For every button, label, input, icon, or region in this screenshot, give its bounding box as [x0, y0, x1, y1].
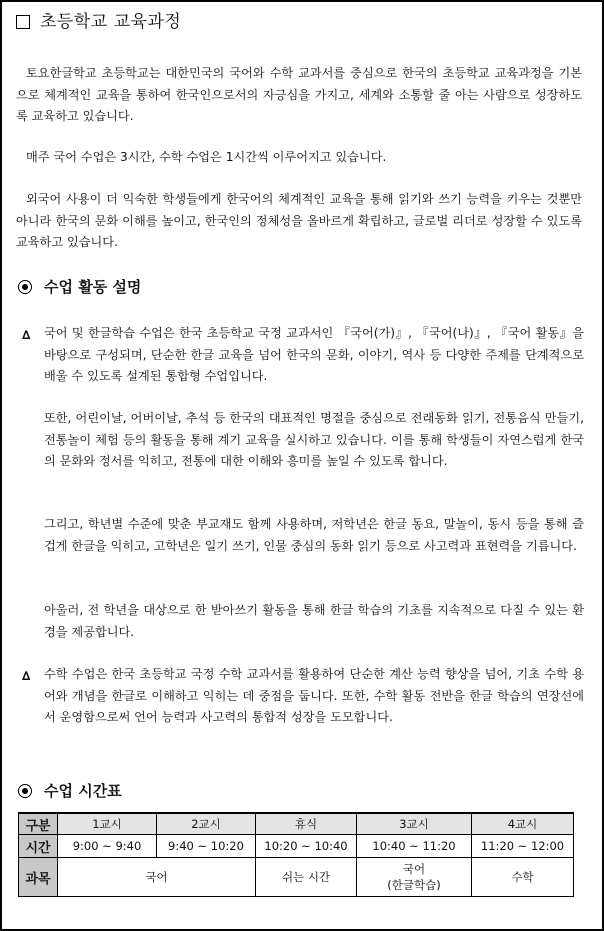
- subject-cell-math: 수학: [472, 858, 574, 897]
- row-header-time: 시간: [19, 835, 58, 858]
- subject-cell-korean: 국어: [58, 858, 256, 897]
- subject-cell-break: 쉬는 시간: [256, 858, 357, 897]
- time-cell: 9:40 ~ 10:20: [157, 835, 256, 858]
- korean-class-paragraph-2: 또한, 어린이날, 어버이날, 추석 등 한국의 대표적인 명절을 중심으로 전래동화 읽기, 전통음식 만들기, 전통놀이 체험 등의 활동을 통해 계기 교육을 실시하고 있습니다. 이를 통해 학생들이 자연스럽게 한국의 문화와 정서를 익히고, 전통에 대한 이해와 흥미를 높일 수 있도록 합니다.: [44, 411, 584, 468]
- subject-line: (한글학습): [387, 878, 441, 892]
- time-cell: 10:20 ~ 10:40: [256, 835, 357, 858]
- page-title-text: 초등학교 교육과정: [40, 12, 182, 32]
- period-cell: 4교시: [472, 813, 574, 835]
- intro-paragraph-2: 매주 국어 수업은 3시간, 수학 수업은 1시간씩 이루어지고 있습니다.: [26, 150, 387, 164]
- row-header-subject: 과목: [19, 858, 58, 897]
- timetable-row-subjects: [19, 858, 574, 897]
- timetable: [18, 812, 574, 897]
- subject-line: 국어: [402, 862, 426, 876]
- intro-paragraph-1: 토요한글학교 초등학교는 대한민국의 국어와 수학 교과서를 중심으로 한국의 초등학교 교육과정을 기본으로 체계적인 교육을 통하여 한국인으로서의 자긍심을 가지고, 세계와 소통할 줄 아는 사람으로 성장하도록 교육하고 있습니다.: [16, 66, 582, 123]
- time-cell: 9:00 ~ 9:40: [58, 835, 157, 858]
- intro-paragraph-3: 외국어 사용이 더 익숙한 학생들에게 한국어의 체계적인 교육을 통해 읽기와 쓰기 능력을 키우는 것뿐만 아니라 한국의 문화 이해를 높이고, 한국인의 정체성을 올바르게 확립하고, 글로벌 리더로 성장할 수 있도록 교육하고 있습니다.: [16, 192, 582, 249]
- target-bullet-icon: [18, 280, 32, 294]
- triangle-bullet-icon: ∆: [22, 669, 31, 683]
- period-cell: 2교시: [157, 813, 256, 835]
- checkbox-square-icon: [16, 15, 30, 29]
- row-header-category: 구분: [19, 813, 58, 835]
- time-cell: 11:20 ~ 12:00: [472, 835, 574, 858]
- subject-cell-korean-hangul: [357, 858, 472, 897]
- section-heading-timetable: [18, 780, 122, 802]
- korean-class-paragraph-3: 그리고, 학년별 수준에 맞춘 부교재도 함께 사용하며, 저학년은 한글 동요, 말놀이, 동시 등을 통해 즐겁게 한글을 익히고, 고학년은 일기 쓰기, 인물 중심의 동화 읽기 등으로 사고력과 표현력을 기릅니다.: [44, 517, 584, 553]
- korean-class-paragraph-1: 국어 및 한글학습 수업은 한국 초등학교 국정 교과서인 『국어(가)』, 『국어(나)』, 『국어 활동』을 바탕으로 구성되며, 단순한 한글 교육을 넘어 한국의 문화, 이야기, 역사 등 다양한 주제를 단계적으로 배울 수 있도록 설계된 통합형 수업입니다.: [44, 326, 584, 383]
- period-cell: 1교시: [58, 813, 157, 835]
- math-class-paragraph: 수학 수업은 한국 초등학교 국정 수학 교과서를 활용하여 단순한 계산 능력 향상을 넘어, 기초 수학 용어와 개념을 한글로 이해하고 익히는 데 중점을 둡니다. 또한, 수학 활동 전반을 한글 학습의 연장선에서 운영함으로써 언어 능력과 사고력의 통합적 성장을 도모합니다.: [44, 667, 584, 724]
- target-bullet-icon: [18, 784, 32, 798]
- period-cell: 휴식: [256, 813, 357, 835]
- period-cell: 3교시: [357, 813, 472, 835]
- page-title: [16, 9, 181, 35]
- time-cell: 10:40 ~ 11:20: [357, 835, 472, 858]
- section-heading-text: 수업 활동 설명: [44, 278, 142, 296]
- korean-class-paragraph-4: 아울러, 전 학년을 대상으로 한 받아쓰기 활동을 통해 한글 학습의 기초를 지속적으로 다질 수 있는 환경을 제공합니다.: [44, 603, 584, 639]
- section-heading-text: 수업 시간표: [44, 782, 122, 800]
- triangle-bullet-icon: ∆: [22, 328, 31, 342]
- timetable-row-times: [19, 835, 574, 858]
- timetable-row-periods: [19, 813, 574, 835]
- section-heading-activities: [18, 276, 141, 298]
